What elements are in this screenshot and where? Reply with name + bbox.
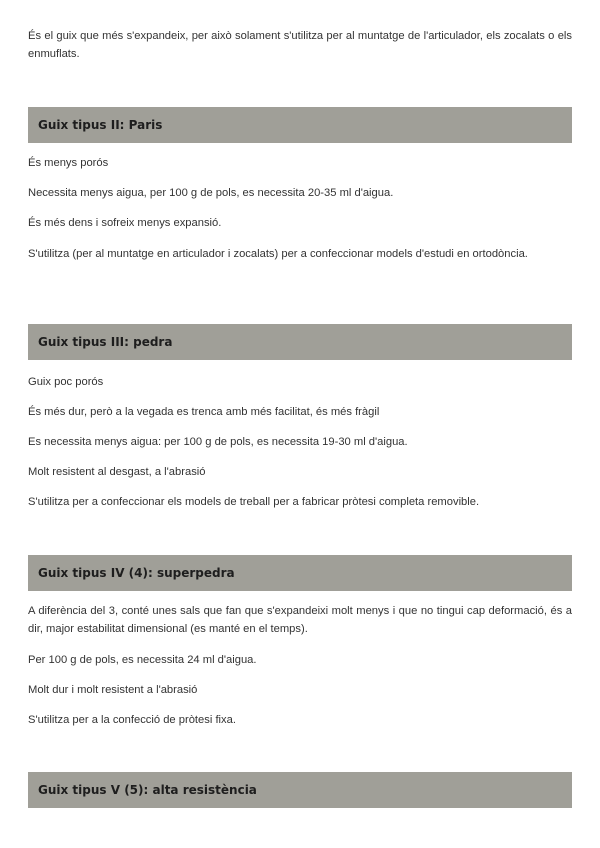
section-title: Guix tipus II: Paris (38, 118, 163, 132)
intro-paragraph: És el guix que més s'expandeix, per això solament s'utilitza per al muntatge de l'articulador, els zocalats o els enmuflats. (28, 30, 572, 60)
section-title: Guix tipus IV (4): superpedra (38, 566, 235, 580)
section-header-tipus-ii (28, 107, 572, 143)
paragraph: Molt dur i molt resistent a l'abrasió (28, 684, 198, 696)
paragraph: Necessita menys aigua, per 100 g de pols, es necessita 20-35 ml d'aigua. (28, 187, 394, 199)
paragraph: És més dens i sofreix menys expansió. (28, 217, 222, 229)
paragraph: S'utilitza per a la confecció de pròtesi fixa. (28, 714, 236, 726)
paragraph: Per 100 g de pols, es necessita 24 ml d'aigua. (28, 654, 257, 666)
paragraph: Es necessita menys aigua: per 100 g de pols, es necessita 19-30 ml d'aigua. (28, 436, 408, 448)
paragraph: Molt resistent al desgast, a l'abrasió (28, 466, 206, 478)
paragraph: Guix poc porós (28, 376, 104, 388)
section-header-tipus-iii (28, 324, 572, 360)
section-header-tipus-iv (28, 555, 572, 591)
paragraph: És més dur, però a la vegada es trenca amb més facilitat, és més fràgil (28, 406, 380, 418)
section-header-tipus-v (28, 772, 572, 808)
paragraph: S'utilitza (per al muntatge en articulador i zocalats) per a confeccionar models d'estudi en ortodòncia. (28, 248, 528, 260)
paragraph: És menys porós (28, 157, 109, 169)
section-title: Guix tipus V (5): alta resistència (38, 783, 257, 797)
paragraph: A diferència del 3, conté unes sals que fan que s'expandeixi molt menys i que no tingui cap deformació, és a dir, major estabilitat dimensional (es manté en el temps). (28, 605, 572, 635)
paragraph: S'utilitza per a confeccionar els models de treball per a fabricar pròtesi completa removible. (28, 496, 480, 508)
section-title: Guix tipus III: pedra (38, 335, 173, 349)
